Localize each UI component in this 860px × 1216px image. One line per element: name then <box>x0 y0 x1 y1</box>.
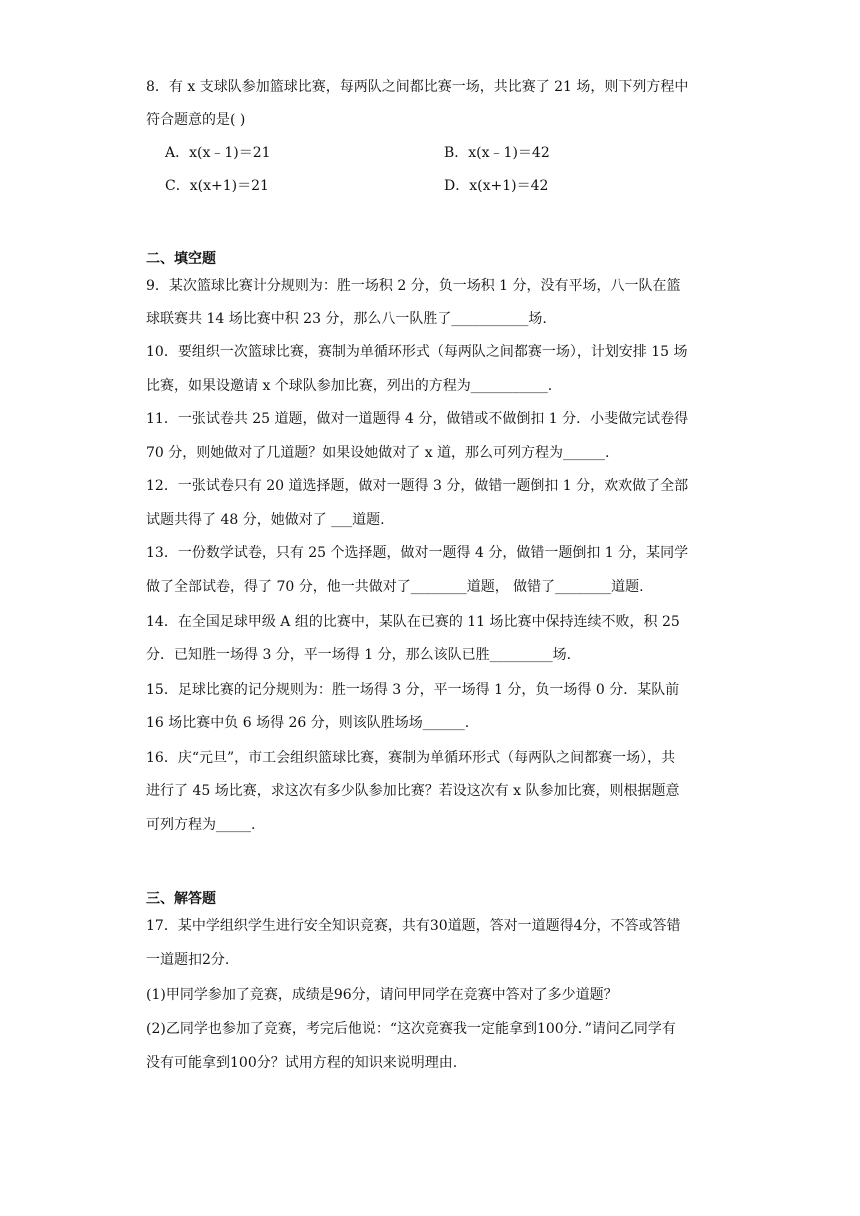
question-line: 试题共得了 48 分，她做对了 ___道题. <box>146 512 385 528</box>
question-line: 15．足球比赛的记分规则为：胜一场得 3 分，平一场得 1 分，负一场得 0 分．某队前 <box>146 682 680 698</box>
question-line: 14．在全国足球甲级 A 组的比赛中，某队在已赛的 11 场比赛中保持连续不败，积 25 <box>146 614 680 630</box>
q8-option-b: B．x(x﹣1)＝42 <box>444 145 550 161</box>
question-line: (2)乙同学也参加了竞赛，考完后他说：“这次竞赛我一定能拿到100分．”请问乙同学有 <box>146 1021 676 1037</box>
question-line: 比赛，如果设邀请 x 个球队参加比赛，列出的方程为___________. <box>146 378 553 394</box>
question-line: 进行了 45 场比赛，求这次有多少队参加比赛？若设这次有 x 队参加比赛，则根据题意 <box>146 783 680 799</box>
question-line: 12．一张试卷只有 20 道选择题，做对一题得 3 分，做错一题倒扣 1 分，欢欢做了全部 <box>146 478 689 494</box>
question-line: 没有可能拿到100分？试用方程的知识来说明理由. <box>146 1055 458 1071</box>
question-line: 做了全部试卷，得了 70 分，他一共做对了________道题， 做错了________道题. <box>146 579 644 595</box>
question-line: 可列方程为_____. <box>146 817 256 833</box>
section-title-fill-in: 二、填空题 <box>146 251 216 267</box>
question-line: (1)甲同学参加了竞赛，成绩是96分，请问甲同学在竞赛中答对了多少道题？ <box>146 987 618 1003</box>
question-line: 分．已知胜一场得 3 分，平一场得 1 分，那么该队已胜_________场. <box>146 647 572 663</box>
question-line: 9．某次篮球比赛计分规则为：胜一场积 2 分，负一场积 1 分，没有平场，八一队在篮 <box>146 278 681 294</box>
q8-option-a: A．x(x﹣1)＝21 <box>165 145 271 161</box>
q8-stem-line-1: 8．有 x 支球队参加篮球比赛，每两队之间都比赛一场，共比赛了 21 场，则下列方程中 <box>146 79 689 95</box>
question-line: 16 场比赛中负 6 场得 26 分，则该队胜场场______. <box>146 715 470 731</box>
question-line: 17．某中学组织学生进行安全知识竞赛，共有30道题，答对一道题得4分，不答或答错 <box>146 918 681 934</box>
question-line: 70 分，则她做对了几道题？如果设她做对了 x 道，那么可列方程为______. <box>146 445 610 461</box>
question-line: 一道题扣2分. <box>146 952 230 968</box>
q8-stem-line-2: 符合题意的是( ) <box>146 112 246 128</box>
section-title-solve: 三、解答题 <box>146 891 216 907</box>
question-line: 16．庆“元旦”，市工会组织篮球比赛，赛制为单循环形式（每两队之间都赛一场），共 <box>146 750 676 766</box>
question-line: 13．一份数学试卷，只有 25 个选择题，做对一题得 4 分，做错一题倒扣 1 分，某同学 <box>146 545 689 561</box>
q8-option-d: D．x(x+1)＝42 <box>444 178 549 194</box>
question-line: 11．一张试卷共 25 道题，做对一道题得 4 分，做错或不做倒扣 1 分．小斐做完试卷得 <box>146 411 689 427</box>
question-line: 球联赛共 14 场比赛中积 23 分，那么八一队胜了___________场. <box>146 311 547 327</box>
question-line: 10．要组织一次篮球比赛，赛制为单循环形式（每两队之间都赛一场），计划安排 15 场 <box>146 344 688 360</box>
q8-option-c: C．x(x+1)＝21 <box>165 178 269 194</box>
